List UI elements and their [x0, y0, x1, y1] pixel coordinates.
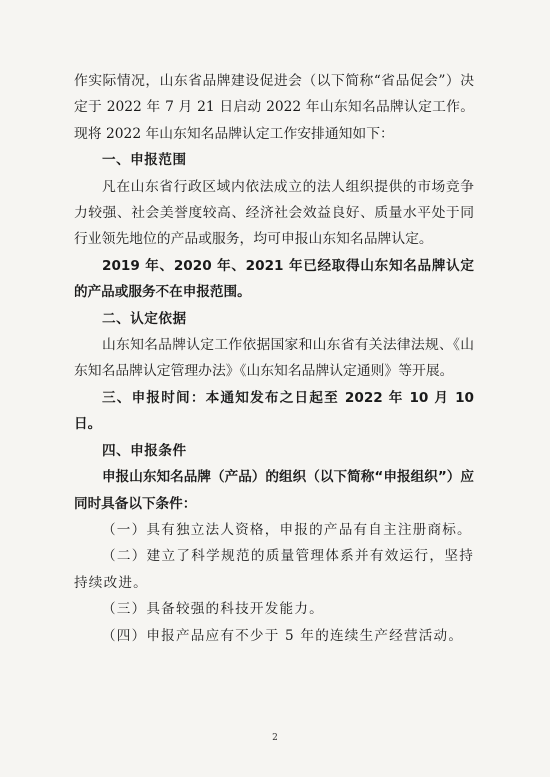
- basis-paragraph: 山东知名品牌认定工作依据国家和山东省有关法律法规、《山东知名品牌认定管理办法》《山东知名品牌认定通则》等开展。: [74, 337, 474, 380]
- section-heading-time: 三、申报时间：: [102, 389, 206, 406]
- scope-paragraph: 凡在山东省行政区域内依法成立的法人组织提供的市场竞争力较强、社会美誉度较高、经济社会效益良好、质量水平处于同行业领先地位的产品或服务，均可申报山东知名品牌认定。: [74, 178, 474, 248]
- condition-item: （二）建立了科学规范的质量管理体系并有效运行，坚持持续改进。: [74, 548, 474, 591]
- section-heading-conditions: 四、申报条件: [102, 442, 187, 459]
- document-body: [74, 68, 474, 649]
- section-heading-scope: 一、申报范围: [102, 152, 187, 169]
- page-number: 2: [272, 733, 278, 743]
- time-value: 本通知发布之日起至 2022 年 10 月 10 日。: [74, 389, 474, 433]
- intro-paragraph: 作实际情况，山东省品牌建设促进会（以下简称“省品促会”）决定于 2022 年 7 月 21 日启动 2022 年山东知名品牌认定工作。现将 2022 年山东知名品牌认定工作安排通知如下：: [74, 73, 474, 142]
- time-paragraph: [74, 385, 474, 438]
- conditions-intro-paragraph: 申报山东知名品牌（产品）的组织（以下简称“申报组织”）应同时具备以下条件：: [74, 469, 474, 512]
- condition-item: （三）具备较强的科技开发能力。: [102, 601, 324, 618]
- condition-item: （一）具有独立法人资格，申报的产品有自主注册商标。: [102, 521, 472, 538]
- condition-item: （四）申报产品应有不少于 5 年的连续生产经营活动。: [102, 627, 464, 644]
- scope-exclusion-paragraph: 2019 年、2020 年、2021 年已经取得山东知名品牌认定的产品或服务不在申报范围。: [74, 257, 474, 301]
- section-heading-basis: 二、认定依据: [102, 310, 187, 327]
